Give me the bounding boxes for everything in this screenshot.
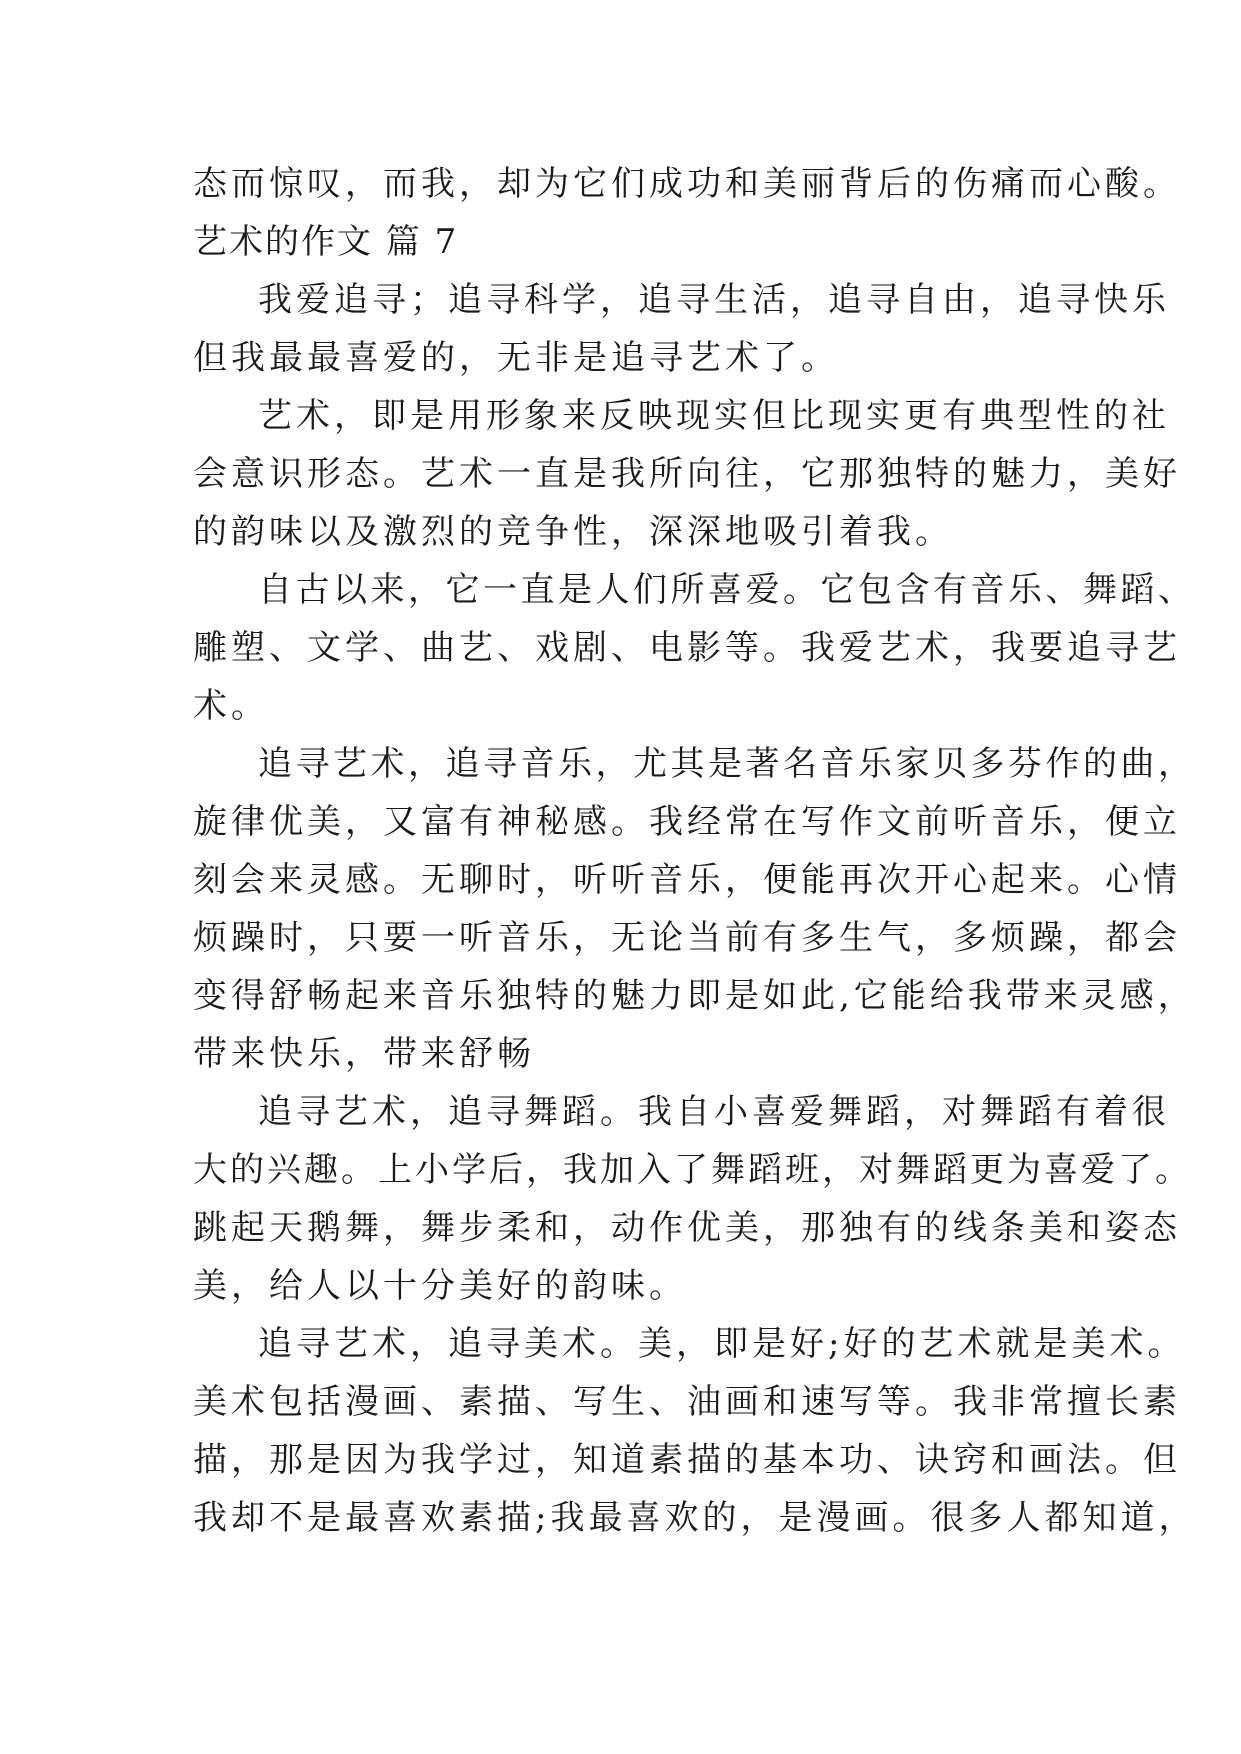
text-line: 自古以来，它一直是人们所喜爱。它包含有音乐、舞蹈、	[258, 570, 1196, 610]
text-line: 会意识形态。艺术一直是我所向往，它那独特的魅力，美好	[193, 454, 1181, 494]
text-line: 大的兴趣。上小学后，我加入了舞蹈班，对舞蹈更为喜爱了。	[193, 1150, 1192, 1190]
text-line: 刻会来灵感。无聊时，听听音乐，便能再次开心起来。心情	[193, 860, 1181, 900]
text-line: 术。	[193, 686, 269, 726]
text-line: 旋律优美，又富有神秘感。我经常在写作文前听音乐，便立	[193, 802, 1181, 842]
text-line: 雕塑、文学、曲艺、戏剧、电影等。我爱艺术，我要追寻艺	[193, 628, 1181, 668]
text-line: 艺术，即是用形象来反映现实但比现实更有典型性的社	[258, 396, 1170, 436]
text-line: 美术包括漫画、素描、写生、油画和速写等。我非常擅长素	[193, 1382, 1181, 1422]
text-line: 态而惊叹，而我，却为它们成功和美丽背后的伤痛而心酸。	[193, 164, 1181, 204]
text-line: 追寻艺术，追寻美术。美，即是好;好的艺术就是美术。	[258, 1324, 1186, 1364]
text-line: 描，那是因为我学过，知道素描的基本功、诀窍和画法。但	[193, 1440, 1181, 1480]
text-line: 变得舒畅起来音乐独特的魅力即是如此,它能给我带来灵感，	[193, 976, 1196, 1016]
text-line: 的韵味以及激烈的竞争性，深深地吸引着我。	[193, 512, 953, 552]
text-line: 我爱追寻；追寻科学，追寻生活，追寻自由，追寻快乐	[258, 280, 1170, 320]
section-heading: 艺术的作文 篇 7	[193, 222, 459, 262]
text-line: 跳起天鹅舞，舞步柔和，动作优美，那独有的线条美和姿态	[193, 1208, 1181, 1248]
text-line: 烦躁时，只要一听音乐，无论当前有多生气，多烦躁，都会	[193, 918, 1181, 958]
text-line: 美，给人以十分美好的韵味。	[193, 1266, 687, 1306]
text-line: 带来快乐，带来舒畅	[193, 1034, 535, 1074]
text-line: 追寻艺术，追寻音乐，尤其是著名音乐家贝多芬作的曲，	[258, 744, 1196, 784]
text-line: 追寻艺术，追寻舞蹈。我自小喜爱舞蹈，对舞蹈有着很	[258, 1092, 1170, 1132]
text-line: 我却不是最喜欢素描;我最喜欢的，是漫画。很多人都知道，	[193, 1498, 1197, 1538]
text-line: 但我最最喜爱的，无非是追寻艺术了。	[193, 338, 839, 378]
